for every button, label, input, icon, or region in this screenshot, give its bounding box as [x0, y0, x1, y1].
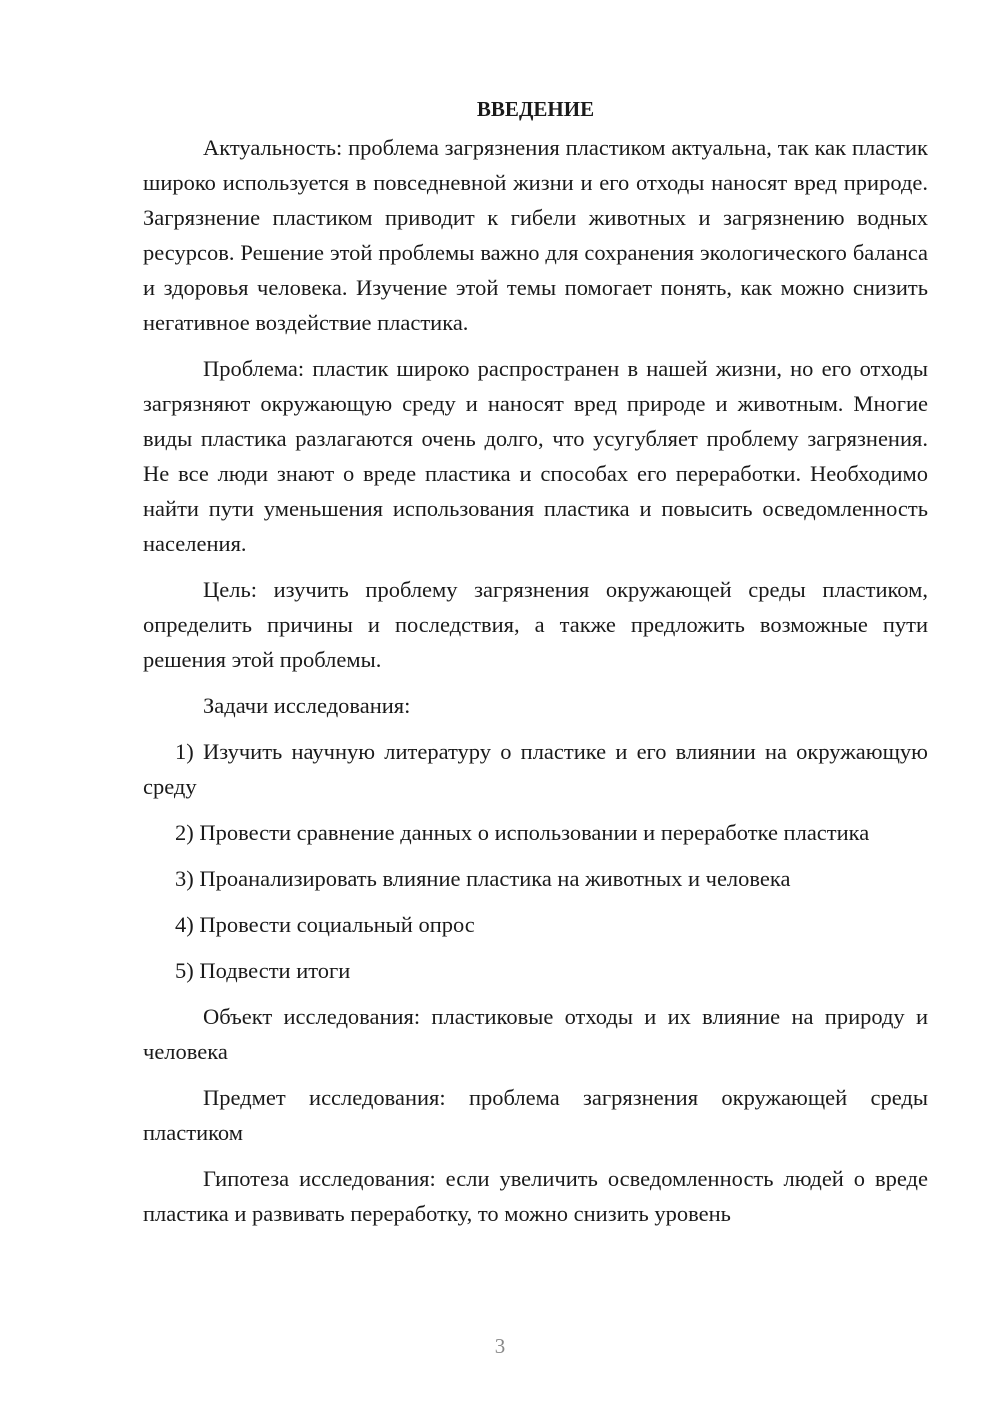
task-item: 3) Проанализировать влияние пластика на животных и человека	[175, 866, 791, 891]
hypothesis-paragraph: Гипотеза исследования: если увеличить осведомленность людей о вреде пластика и развивать переработку, то можно снизить уровень	[143, 1166, 928, 1226]
task-item: 2) Провести сравнение данных о использовании и переработке пластика	[175, 820, 870, 845]
section-title: ВВЕДЕНИЕ	[476, 97, 595, 121]
tasks-heading: Задачи исследования:	[203, 693, 411, 718]
tasks-list	[143, 734, 928, 988]
task-item: 4) Провести социальный опрос	[175, 912, 475, 937]
document-body	[143, 92, 928, 1242]
research-object-paragraph: Объект исследования: пластиковые отходы и их влияние на природу и человека	[143, 1004, 928, 1064]
relevance-paragraph: Актуальность: проблема загрязнения пластиком актуальна, так как пластик широко используется в повседневной жизни и его отходы наносят вред природе. Загрязнение пластиком приводит к гибели животных и загрязнению водных ресурсов. Решение этой проблемы важно для сохранения экологического баланса и здоровья человека. Изучение этой темы помогает понять, как можно снизить негативное воздействие пластика.	[143, 135, 928, 335]
page-number: 3	[494, 1334, 506, 1358]
task-item: 1) Изучить научную литературу о пластике и его влиянии на окружающую среду	[143, 739, 928, 799]
task-item: 5) Подвести итоги	[175, 958, 351, 983]
goal-paragraph: Цель: изучить проблему загрязнения окружающей среды пластиком, определить причины и последствия, а также предложить возможные пути решения этой проблемы.	[143, 577, 928, 672]
research-subject-paragraph: Предмет исследования: проблема загрязнения окружающей среды пластиком	[143, 1085, 928, 1145]
problem-paragraph: Проблема: пластик широко распространен в нашей жизни, но его отходы загрязняют окружающую среду и наносят вред природе и животным. Многие виды пластика разлагаются очень долго, что усугубляет проблему загрязнения. Не все люди знают о вреде пластика и способах его переработки. Необходимо найти пути уменьшения использования пластика и повысить осведомленность населения.	[143, 356, 928, 556]
